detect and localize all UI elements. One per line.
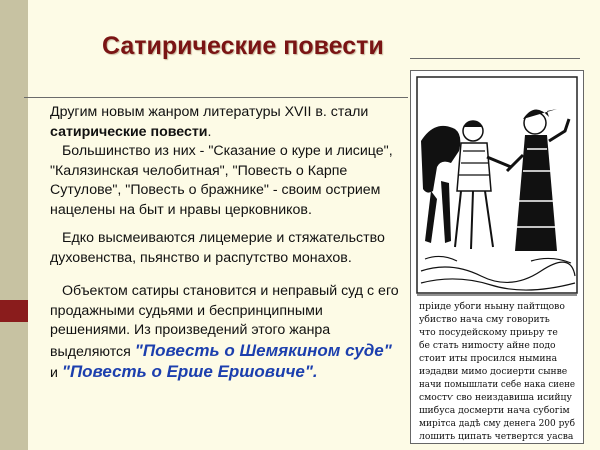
slide-body <box>50 103 402 384</box>
woodcut-line: что посудейскому приьру те <box>419 327 558 338</box>
paragraph-3 <box>50 282 402 384</box>
paragraph-3-text: Объектом сатиры становится и неправый суд с его продажными судьями и беспринципными решениями. Из произведений этого жанра выделяются <box>50 283 399 360</box>
woodcut-text-block <box>419 301 575 442</box>
woodcut-line: лошить ципать четвертся уасва <box>419 431 574 442</box>
woodcut-line: шибуса досмерти нача субогім <box>419 405 570 416</box>
woodcut-line: убиство нача сму говорить <box>419 314 550 325</box>
paragraph-1-period: . <box>207 123 212 140</box>
body-rule <box>24 97 408 98</box>
paragraph-3-conj: и <box>50 365 58 381</box>
woodcut-illustration <box>410 70 584 444</box>
woodcut-line: стоит иты просился нымина <box>419 353 558 364</box>
slide-title: Сатирические повести <box>102 32 384 60</box>
woodcut-drawing <box>411 71 583 443</box>
highlight-ersh: "Повесть о Ерше Ершовиче". <box>61 362 318 381</box>
woodcut-line: смостѵ сво неиздавиша исийцу <box>419 392 572 403</box>
paragraph-1-bold-term: сатирические повести <box>50 123 208 140</box>
highlight-shemyaka: "Повесть о Шемякином суде" <box>134 340 392 360</box>
woodcut-line: мирітса дадѣ сму денега 200 руб <box>419 418 576 429</box>
left-decor-accent <box>0 300 28 322</box>
woodcut-line: начи помышлати себе нака сиене <box>419 379 575 390</box>
paragraph-1-line-1: Другим новым жанром литературы XVII в. стали <box>50 104 369 120</box>
woodcut-line: пріиде убоги ньыну пайтщово <box>419 301 565 312</box>
left-decor-bar <box>0 0 28 450</box>
woodcut-line: иэдадви мимо досиерти сынве <box>419 366 568 377</box>
title-rule <box>410 58 580 59</box>
paragraph-1-rest: Большинство из них - "Сказание о куре и лисице", "Калязинская челобитная", "Повесть о Карпе Сутулове", "Повесть о бражнике" - своим острием нацелены на быт и нравы церковников. <box>50 143 393 218</box>
woodcut-line: бе стать ниmосту айне подо <box>419 340 556 351</box>
paragraph-2: Едко высмеиваются лицемерие и стяжательство духовенства, пьянство и распутство монахов. <box>50 230 385 266</box>
paragraph-1 <box>50 103 402 142</box>
